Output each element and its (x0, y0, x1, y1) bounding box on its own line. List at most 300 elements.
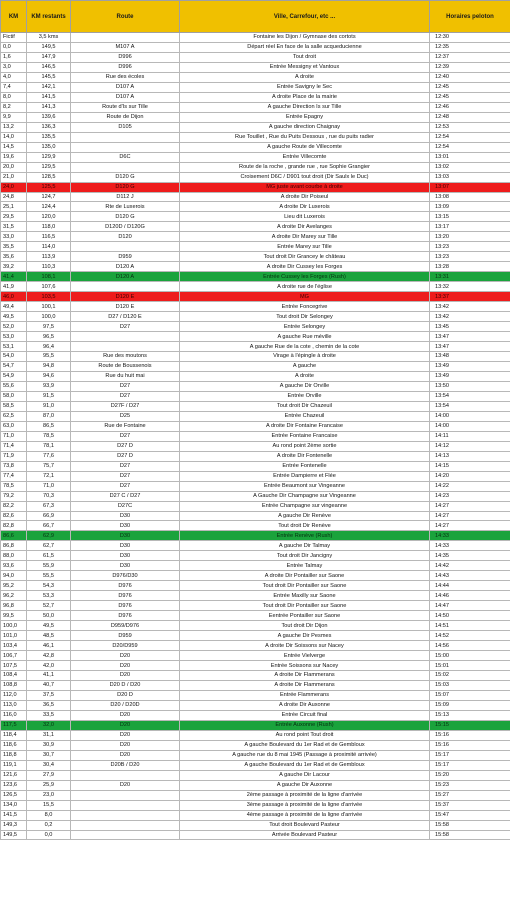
route-cell: D20 (71, 720, 180, 730)
time-cell: 14:35 (430, 551, 510, 561)
place-cell: Entrée Villecomte (180, 152, 430, 162)
table-header (1, 1, 510, 33)
time-cell: 13:47 (430, 332, 510, 342)
km-cell: 14,0 (1, 132, 27, 142)
time-cell: 15:47 (430, 810, 510, 820)
place-cell: Entrée Epagny (180, 112, 430, 122)
place-cell: Entrée Flammerans (180, 690, 430, 700)
place-cell: Tout droit Dir Jancigny (180, 551, 430, 561)
place-cell: Tout droit Dir Grancey le château (180, 252, 430, 262)
table-row (1, 431, 510, 441)
place-cell: A gauche Rue de la cote , chemin de la cote (180, 342, 430, 352)
km-cell: 54,7 (1, 361, 27, 371)
place-cell: MG (180, 292, 430, 302)
km-cell: 107,5 (1, 661, 27, 671)
time-cell: 13:42 (430, 312, 510, 322)
table-row (1, 202, 510, 212)
table-row (1, 262, 510, 272)
route-cell: D959/D976 (71, 621, 180, 631)
table-row (1, 42, 510, 52)
table-row-danger (1, 182, 510, 192)
time-cell: 12:54 (430, 142, 510, 152)
km-cell: 82,8 (1, 521, 27, 531)
route-cell: D20 (71, 750, 180, 760)
km-cell: 118,8 (1, 750, 27, 760)
km-remaining-cell: 66,9 (27, 511, 71, 521)
km-cell: 88,0 (1, 551, 27, 561)
km-remaining-cell: 129,5 (27, 162, 71, 172)
route-cell: D976 (71, 611, 180, 621)
km-cell: 118,6 (1, 740, 27, 750)
table-body (1, 33, 510, 840)
route-cell: D27 C / D27 (71, 491, 180, 501)
header-route: Route (71, 1, 180, 33)
place-cell: A droite rue de l'église (180, 282, 430, 292)
place-cell: A droite Dir Pontailler sur Saone (180, 571, 430, 581)
place-cell: Entrée Dampierre et Flée (180, 471, 430, 481)
place-cell: Tout droit Dir Selongey (180, 312, 430, 322)
km-remaining-cell: 108,1 (27, 272, 71, 282)
table-row (1, 72, 510, 82)
route-cell (71, 332, 180, 342)
table-row (1, 451, 510, 461)
place-cell: A droite Dir Fontenelle (180, 451, 430, 461)
place-cell: Entrée Auxonne (Rush) (180, 720, 430, 730)
place-cell: A droite Dir Cussey les Forges (180, 262, 430, 272)
time-cell: 13:02 (430, 162, 510, 172)
km-cell: 41,9 (1, 282, 27, 292)
place-cell: A droite Dir Soissons sur Nacey (180, 641, 430, 651)
place-cell: Fontaine les Dijon / Gymnase des cortots (180, 33, 430, 43)
km-remaining-cell: 86,5 (27, 421, 71, 431)
route-cell: Route d'Is sur Tille (71, 102, 180, 112)
km-cell: 62,5 (1, 411, 27, 421)
km-cell: 3,0 (1, 62, 27, 72)
route-cell: D20B / D20 (71, 760, 180, 770)
place-cell: A droite Dir Auxonne (180, 700, 430, 710)
table-row (1, 342, 510, 352)
place-cell: A gauche Dir Orville (180, 381, 430, 391)
route-cell: D107 A (71, 92, 180, 102)
km-remaining-cell: 40,7 (27, 680, 71, 690)
km-cell: 35,6 (1, 252, 27, 262)
place-cell: A droite Dir Flammerans (180, 680, 430, 690)
table-row (1, 521, 510, 531)
table-row (1, 651, 510, 661)
km-remaining-cell: 23,0 (27, 790, 71, 800)
route-cell: D25 (71, 411, 180, 421)
route-cell: D20 (71, 710, 180, 720)
time-cell: 12:53 (430, 122, 510, 132)
km-remaining-cell: 96,5 (27, 332, 71, 342)
km-cell: 118,4 (1, 730, 27, 740)
km-remaining-cell: 48,5 (27, 631, 71, 641)
table-row (1, 391, 510, 401)
km-cell: 71,4 (1, 441, 27, 451)
km-cell: 112,0 (1, 690, 27, 700)
table-row (1, 730, 510, 740)
time-cell: 15:16 (430, 740, 510, 750)
km-cell: 96,8 (1, 601, 27, 611)
time-cell: 13:54 (430, 391, 510, 401)
km-cell: 58,0 (1, 391, 27, 401)
time-cell: 13:37 (430, 292, 510, 302)
km-cell: 7,4 (1, 82, 27, 92)
time-cell: 15:16 (430, 730, 510, 740)
place-cell: Tout droit Dir Pontailler sur Saone (180, 601, 430, 611)
table-row (1, 361, 510, 371)
km-remaining-cell: 141,5 (27, 92, 71, 102)
table-row (1, 671, 510, 681)
route-cell: D6C (71, 152, 180, 162)
km-cell: 63,0 (1, 421, 27, 431)
time-cell: 14:11 (430, 431, 510, 441)
place-cell: Entrée Messigny et Vantoux (180, 62, 430, 72)
place-cell: Entrée Maxilly sur Saone (180, 591, 430, 601)
time-cell: 15:02 (430, 671, 510, 681)
route-cell: D27 D (71, 451, 180, 461)
place-cell: A droite Dir Avelanges (180, 222, 430, 232)
time-cell: 14:27 (430, 511, 510, 521)
route-cell: D120 (71, 232, 180, 242)
km-remaining-cell: 78,1 (27, 441, 71, 451)
km-remaining-cell: 0,2 (27, 820, 71, 830)
time-cell: 12:45 (430, 92, 510, 102)
km-remaining-cell: 70,3 (27, 491, 71, 501)
route-cell: D27 (71, 471, 180, 481)
km-cell: 82,6 (1, 511, 27, 521)
place-cell: Tout droit (180, 52, 430, 62)
place-cell: A gauche rue du 8 mai 1945 (Passage à proximité arrivée) (180, 750, 430, 760)
time-cell: 15:17 (430, 760, 510, 770)
route-cell: Rue du huit mai (71, 371, 180, 381)
km-remaining-cell: 139,6 (27, 112, 71, 122)
table-row (1, 641, 510, 651)
time-cell: 15:07 (430, 690, 510, 700)
km-cell: 33,0 (1, 232, 27, 242)
place-cell: A gauche Dir Auxonne (180, 780, 430, 790)
table-row (1, 192, 510, 202)
km-remaining-cell: 32,0 (27, 720, 71, 730)
table-row (1, 421, 510, 431)
km-remaining-cell: 77,6 (27, 451, 71, 461)
time-cell: 15:01 (430, 661, 510, 671)
route-cell: D27F / D27 (71, 401, 180, 411)
route-cell: D30 (71, 561, 180, 571)
time-cell: 15:13 (430, 710, 510, 720)
table-row (1, 302, 510, 312)
route-cell: D996 (71, 62, 180, 72)
time-cell: 13:31 (430, 272, 510, 282)
table-row (1, 690, 510, 700)
place-cell: A gauche Dir Renève (180, 511, 430, 521)
route-cell: D959 (71, 631, 180, 641)
km-remaining-cell: 52,7 (27, 601, 71, 611)
km-cell: 99,5 (1, 611, 27, 621)
km-cell: 4,0 (1, 72, 27, 82)
route-cell (71, 162, 180, 172)
km-remaining-cell: 30,9 (27, 740, 71, 750)
time-cell: 14:43 (430, 571, 510, 581)
route-cell: D120 G (71, 172, 180, 182)
table-row (1, 800, 510, 810)
table-row (1, 92, 510, 102)
place-cell: Départ réel En face de la salle acqueducienne (180, 42, 430, 52)
km-remaining-cell: 41,1 (27, 671, 71, 681)
km-cell: 0,0 (1, 42, 27, 52)
table-row (1, 661, 510, 671)
route-cell: D30 (71, 541, 180, 551)
km-cell: 19,6 (1, 152, 27, 162)
km-remaining-cell: 27,9 (27, 770, 71, 780)
route-cell: D20 (71, 780, 180, 790)
table-row (1, 401, 510, 411)
km-remaining-cell: 95,5 (27, 352, 71, 362)
table-row (1, 441, 510, 451)
km-remaining-cell: 46,1 (27, 641, 71, 651)
km-cell: 31,5 (1, 222, 27, 232)
table-row (1, 770, 510, 780)
km-cell: 53,1 (1, 342, 27, 352)
time-cell: 15:17 (430, 750, 510, 760)
place-cell: A droite Dir Luxerois (180, 202, 430, 212)
table-row (1, 381, 510, 391)
time-cell: 15:15 (430, 720, 510, 730)
time-cell: 14:33 (430, 531, 510, 541)
place-cell: A gauche Boulevard du 1er Rad et de Gembloux (180, 740, 430, 750)
time-cell: 13:54 (430, 401, 510, 411)
table-row (1, 322, 510, 332)
table-row (1, 561, 510, 571)
km-cell: 24,8 (1, 192, 27, 202)
place-cell: Entrée Soissons sur Nacey (180, 661, 430, 671)
km-cell: 79,2 (1, 491, 27, 501)
table-row (1, 122, 510, 132)
table-row (1, 62, 510, 72)
km-remaining-cell: 87,0 (27, 411, 71, 421)
time-cell: 15:20 (430, 770, 510, 780)
km-remaining-cell: 93,9 (27, 381, 71, 391)
table-row (1, 152, 510, 162)
place-cell: 2ème passage à proximité de la ligne d'arrivée (180, 790, 430, 800)
place-cell: A gauche Dir Lacour (180, 770, 430, 780)
time-cell: 15:58 (430, 820, 510, 830)
km-cell: 94,0 (1, 571, 27, 581)
time-cell: 14:44 (430, 581, 510, 591)
km-cell: 113,0 (1, 700, 27, 710)
km-remaining-cell: 72,1 (27, 471, 71, 481)
route-cell: D27 (71, 381, 180, 391)
km-remaining-cell: 142,1 (27, 82, 71, 92)
place-cell: Tout droit Dir Renève (180, 521, 430, 531)
route-cell: D20/D959 (71, 641, 180, 651)
route-cell: D20 D / D20 (71, 680, 180, 690)
km-remaining-cell: 91,0 (27, 401, 71, 411)
km-cell: 101,0 (1, 631, 27, 641)
place-cell: Entrée Renève (Rush) (180, 531, 430, 541)
km-remaining-cell: 135,0 (27, 142, 71, 152)
place-cell: 3ème passage à proximité de la ligne d'arrivée (180, 800, 430, 810)
time-cell: 14:42 (430, 561, 510, 571)
km-remaining-cell: 3,5 kms (27, 33, 71, 43)
time-cell: 12:54 (430, 132, 510, 142)
time-cell: 12:45 (430, 82, 510, 92)
place-cell: Lieu dit Luxerois (180, 212, 430, 222)
km-remaining-cell: 114,0 (27, 242, 71, 252)
time-cell: 14:56 (430, 641, 510, 651)
table-row (1, 82, 510, 92)
route-cell: Route de Boussenois (71, 361, 180, 371)
time-cell: 13:32 (430, 282, 510, 292)
time-cell: 13:08 (430, 192, 510, 202)
route-cell: D996 (71, 52, 180, 62)
km-remaining-cell: 96,4 (27, 342, 71, 352)
time-cell: 13:07 (430, 182, 510, 192)
km-remaining-cell: 124,7 (27, 192, 71, 202)
time-cell: 13:15 (430, 212, 510, 222)
route-cell: D27 D (71, 441, 180, 451)
time-cell: 13:45 (430, 322, 510, 332)
table-row (1, 750, 510, 760)
route-cell: D120 E (71, 292, 180, 302)
time-cell: 13:49 (430, 371, 510, 381)
time-cell: 14:46 (430, 591, 510, 601)
place-cell: A gauche Dir Talmay (180, 541, 430, 551)
table-row (1, 511, 510, 521)
header-km-remaining: KM restants (27, 1, 71, 33)
table-row (1, 282, 510, 292)
time-cell: 13:17 (430, 222, 510, 232)
table-row (1, 242, 510, 252)
table-row (1, 710, 510, 720)
table-row (1, 312, 510, 322)
route-cell: D120 A (71, 272, 180, 282)
place-cell: Tout droit Dir Pontailler sur Saone (180, 581, 430, 591)
km-remaining-cell: 61,5 (27, 551, 71, 561)
km-remaining-cell: 136,3 (27, 122, 71, 132)
km-remaining-cell: 103,5 (27, 292, 71, 302)
km-cell: 119,1 (1, 760, 27, 770)
km-cell: 58,5 (1, 401, 27, 411)
route-cell: D107 A (71, 82, 180, 92)
table-row (1, 740, 510, 750)
route-cell: D976 (71, 601, 180, 611)
table-row-rush (1, 272, 510, 282)
table-row (1, 411, 510, 421)
km-cell: 100,0 (1, 621, 27, 631)
km-cell: 149,3 (1, 820, 27, 830)
km-cell: 8,2 (1, 102, 27, 112)
km-remaining-cell: 8,0 (27, 810, 71, 820)
km-remaining-cell: 25,9 (27, 780, 71, 790)
place-cell: A droite (180, 371, 430, 381)
time-cell: 14:33 (430, 541, 510, 551)
route-cell: D105 (71, 122, 180, 132)
place-cell: A droite Place de la mairie (180, 92, 430, 102)
time-cell: 12:35 (430, 42, 510, 52)
header-row (1, 1, 510, 33)
route-cell: D120 G (71, 182, 180, 192)
km-cell: 149,5 (1, 830, 27, 840)
route-cell (71, 790, 180, 800)
route-cell: D976/D30 (71, 571, 180, 581)
time-cell: 14:20 (430, 471, 510, 481)
time-cell: 15:09 (430, 700, 510, 710)
place-cell: Entrée Beaumont sur Vingeanne (180, 481, 430, 491)
km-remaining-cell: 100,0 (27, 312, 71, 322)
km-cell: 117,5 (1, 720, 27, 730)
route-cell: D30 (71, 551, 180, 561)
time-cell: 15:03 (430, 680, 510, 690)
km-cell: 20,0 (1, 162, 27, 172)
table-row (1, 52, 510, 62)
time-cell: 13:23 (430, 252, 510, 262)
table-row (1, 212, 510, 222)
time-cell: 15:00 (430, 651, 510, 661)
place-cell: A gauche (180, 361, 430, 371)
km-remaining-cell: 62,9 (27, 531, 71, 541)
time-cell: 13:48 (430, 352, 510, 362)
place-cell: Au rond point 2ème sortie (180, 441, 430, 451)
place-cell: Entrée Fontaine Francaise (180, 431, 430, 441)
table-row (1, 102, 510, 112)
table-row (1, 621, 510, 631)
table-row (1, 700, 510, 710)
place-cell: Tout droit Dir Dijon (180, 621, 430, 631)
table-row (1, 601, 510, 611)
table-row (1, 371, 510, 381)
table-row (1, 112, 510, 122)
km-cell: 108,4 (1, 671, 27, 681)
place-cell: Entrée Circuit final (180, 710, 430, 720)
table-row (1, 172, 510, 182)
time-cell: 14:52 (430, 631, 510, 641)
table-row (1, 33, 510, 43)
km-remaining-cell: 141,3 (27, 102, 71, 112)
km-cell: 21,0 (1, 172, 27, 182)
place-cell: A gauche Dir Pesmes (180, 631, 430, 641)
place-cell: A droite Dir Poiseul (180, 192, 430, 202)
route-cell: Rue des écoles (71, 72, 180, 82)
km-remaining-cell: 31,1 (27, 730, 71, 740)
route-cell: D20 / D20D (71, 700, 180, 710)
route-cell: D20 D (71, 690, 180, 700)
km-remaining-cell: 49,5 (27, 621, 71, 631)
table-row-danger (1, 292, 510, 302)
route-cell (71, 820, 180, 830)
table-row (1, 162, 510, 172)
table-row (1, 571, 510, 581)
table-row (1, 491, 510, 501)
header-km: KM (1, 1, 27, 33)
km-cell: 86,8 (1, 541, 27, 551)
place-cell: Entrée Cussey les Forges (Rush) (180, 272, 430, 282)
table-row (1, 830, 510, 840)
table-row (1, 232, 510, 242)
km-cell: 82,2 (1, 501, 27, 511)
km-remaining-cell: 113,9 (27, 252, 71, 262)
route-cell: D20 (71, 730, 180, 740)
route-cell: D976 (71, 581, 180, 591)
time-cell: 14:00 (430, 421, 510, 431)
table-row (1, 461, 510, 471)
km-cell: 24,0 (1, 182, 27, 192)
km-remaining-cell: 146,5 (27, 62, 71, 72)
km-remaining-cell: 54,3 (27, 581, 71, 591)
time-cell: 13:23 (430, 242, 510, 252)
km-remaining-cell: 55,9 (27, 561, 71, 571)
km-remaining-cell: 37,5 (27, 690, 71, 700)
